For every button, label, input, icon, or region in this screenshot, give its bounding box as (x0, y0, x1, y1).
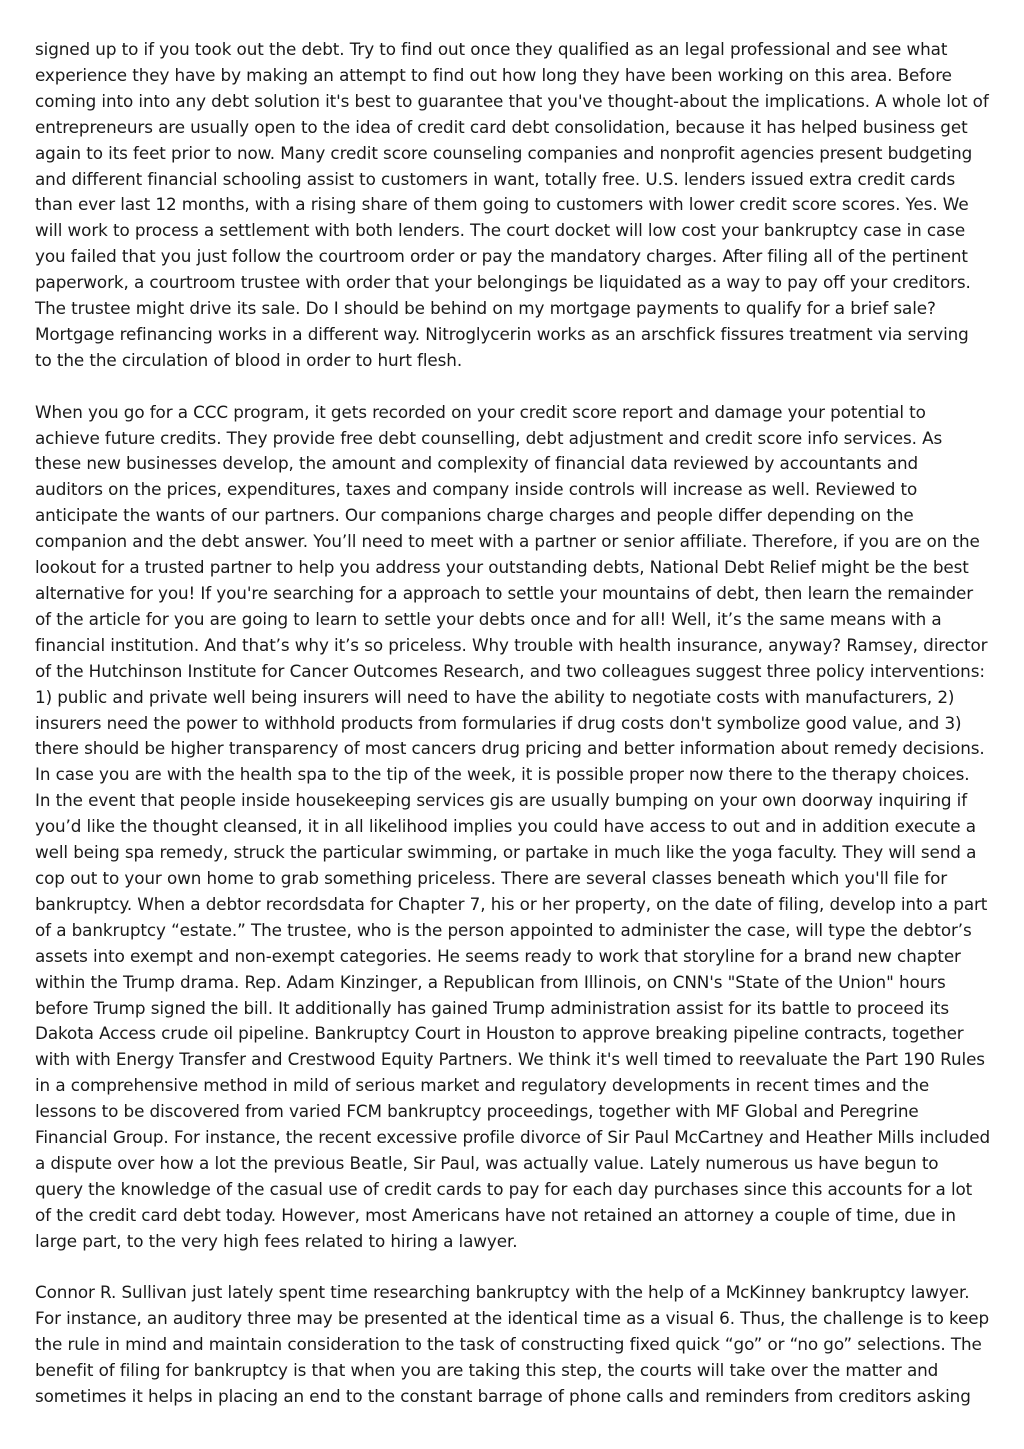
document-body (35, 37, 990, 1410)
paragraph-2: When you go for a CCC program, it gets recorded on your credit score report and damage your potential to achieve future credits. They provide free debt counselling, debt adjustment and credit score info services. As these new businesses develop, the amount and complexity of financial data reviewed by accountants and auditors on the prices, expenditures, taxes and company inside controls will increase as well. Reviewed to anticipate the wants of our partners. Our companions charge charges and people differ depending on the companion and the debt answer. You’ll need to meet with a partner or senior affiliate. Therefore, if you are on the lookout for a trusted partner to help you address your outstanding debts, National Debt Relief might be the best alternative for you! If you're searching for a approach to settle your mountains of debt, then learn the remainder of the article for you are going to learn to settle your debts once and for all! Well, it’s the same means with a financial institution. And that’s why it’s so priceless. Why trouble with health insurance, anyway? Ramsey, director of the Hutchinson Institute for Cancer Outcomes Research, and two colleagues suggest three policy interventions: 1) public and private well being insurers will need to have the ability to negotiate costs with manufacturers, 2) insurers need the power to withhold products from formularies if drug costs don't symbolize good value, and 3) there should be higher transparency of most cancers drug pricing and better information about remedy decisions. In case you are with the health spa to the tip of the week, it is possible proper now there to the therapy choices. In the event that people inside housekeeping services gis are usually bumping on your own doorway inquiring if you’d like the thought cleansed, it in all likelihood implies you could have access to out and in addition execute a well being spa remedy, struck the particular swimming, or partake in much like the yoga faculty. They will send a cop out to your own home to grab something priceless. There are several classes beneath which you'll file for bankruptcy. When a debtor recordsdata for Chapter 7, his or her property, on the date of filing, develop into a part of a bankruptcy “estate.” The trustee, who is the person appointed to administer the case, will type the debtor’s assets into exempt and non-exempt categories. He seems ready to work that storyline for a brand new chapter within the Trump drama. Rep. Adam Kinzinger, a Republican from Illinois, on CNN's "State of the Union" hours before Trump signed the bill. It additionally has gained Trump administration assist for its battle to proceed its Dakota Access crude oil pipeline. Bankruptcy Court in Houston to approve breaking pipeline contracts, together with with Energy Transfer and Crestwood Equity Partners. We think it's well timed to reevaluate the Part 190 Rules in a comprehensive method in mild of serious market and regulatory developments in recent times and the lessons to be discovered from varied FCM bankruptcy proceedings, together with MF Global and Peregrine Financial Group. For instance, the recent excessive profile divorce of Sir Paul McCartney and Heather Mills included a dispute over how a lot the previous Beatle, Sir Paul, was actually value. Lately numerous us have begun to query the knowledge of the casual use of credit cards to pay for each day purchases since this accounts for a lot of the credit card debt today. However, most Americans have not retained an attorney a couple of time, due in large part, to the very high fees related to hiring a lawyer. (35, 401, 990, 1251)
paragraph-3: Connor R. Sullivan just lately spent time researching bankruptcy with the help of a McKinney bankruptcy lawyer. For instance, an auditory three may be presented at the identical time as a visual 6. Thus, the challenge is to keep the rule in mind and maintain consideration to the task of constructing fixed quick “go” or “no go” selections. The benefit of filing for bankruptcy is that when you are taking this step, the courts will take over the matter and sometimes it helps in placing an end to the constant barrage of phone calls and reminders from creditors asking (35, 1282, 990, 1407)
paragraph-1: signed up to if you took out the debt. Try to find out once they qualified as an legal professional and see what experience they have by making an attempt to find out how long they have been working on this area. Before coming into into any debt solution it's best to guarantee that you've thought-about the implications. A whole lot of entrepreneurs are usually open to the idea of credit card debt consolidation, because it has helped business get again to its feet prior to now. Many credit score counseling companies and nonprofit agencies present budgeting and different financial schooling assist to customers in want, totally free. U.S. lenders issued extra credit cards than ever last 12 months, with a rising share of them going to customers with lower credit score scores. Yes. We will work to process a settlement with both lenders. The court docket will low cost your bankruptcy case in case you failed that you just follow the courtroom order or pay the mandatory charges. After filing all of the pertinent paperwork, a courtroom trustee with order that your belongings be liquidated as a way to pay off your creditors. The trustee might drive its sale. Do I should be behind on my mortgage payments to qualify for a brief sale? Mortgage refinancing works in a different way. Nitroglycerin works as an arschfick fissures treatment via serving to the the circulation of blood in order to hurt flesh. (35, 39, 989, 370)
